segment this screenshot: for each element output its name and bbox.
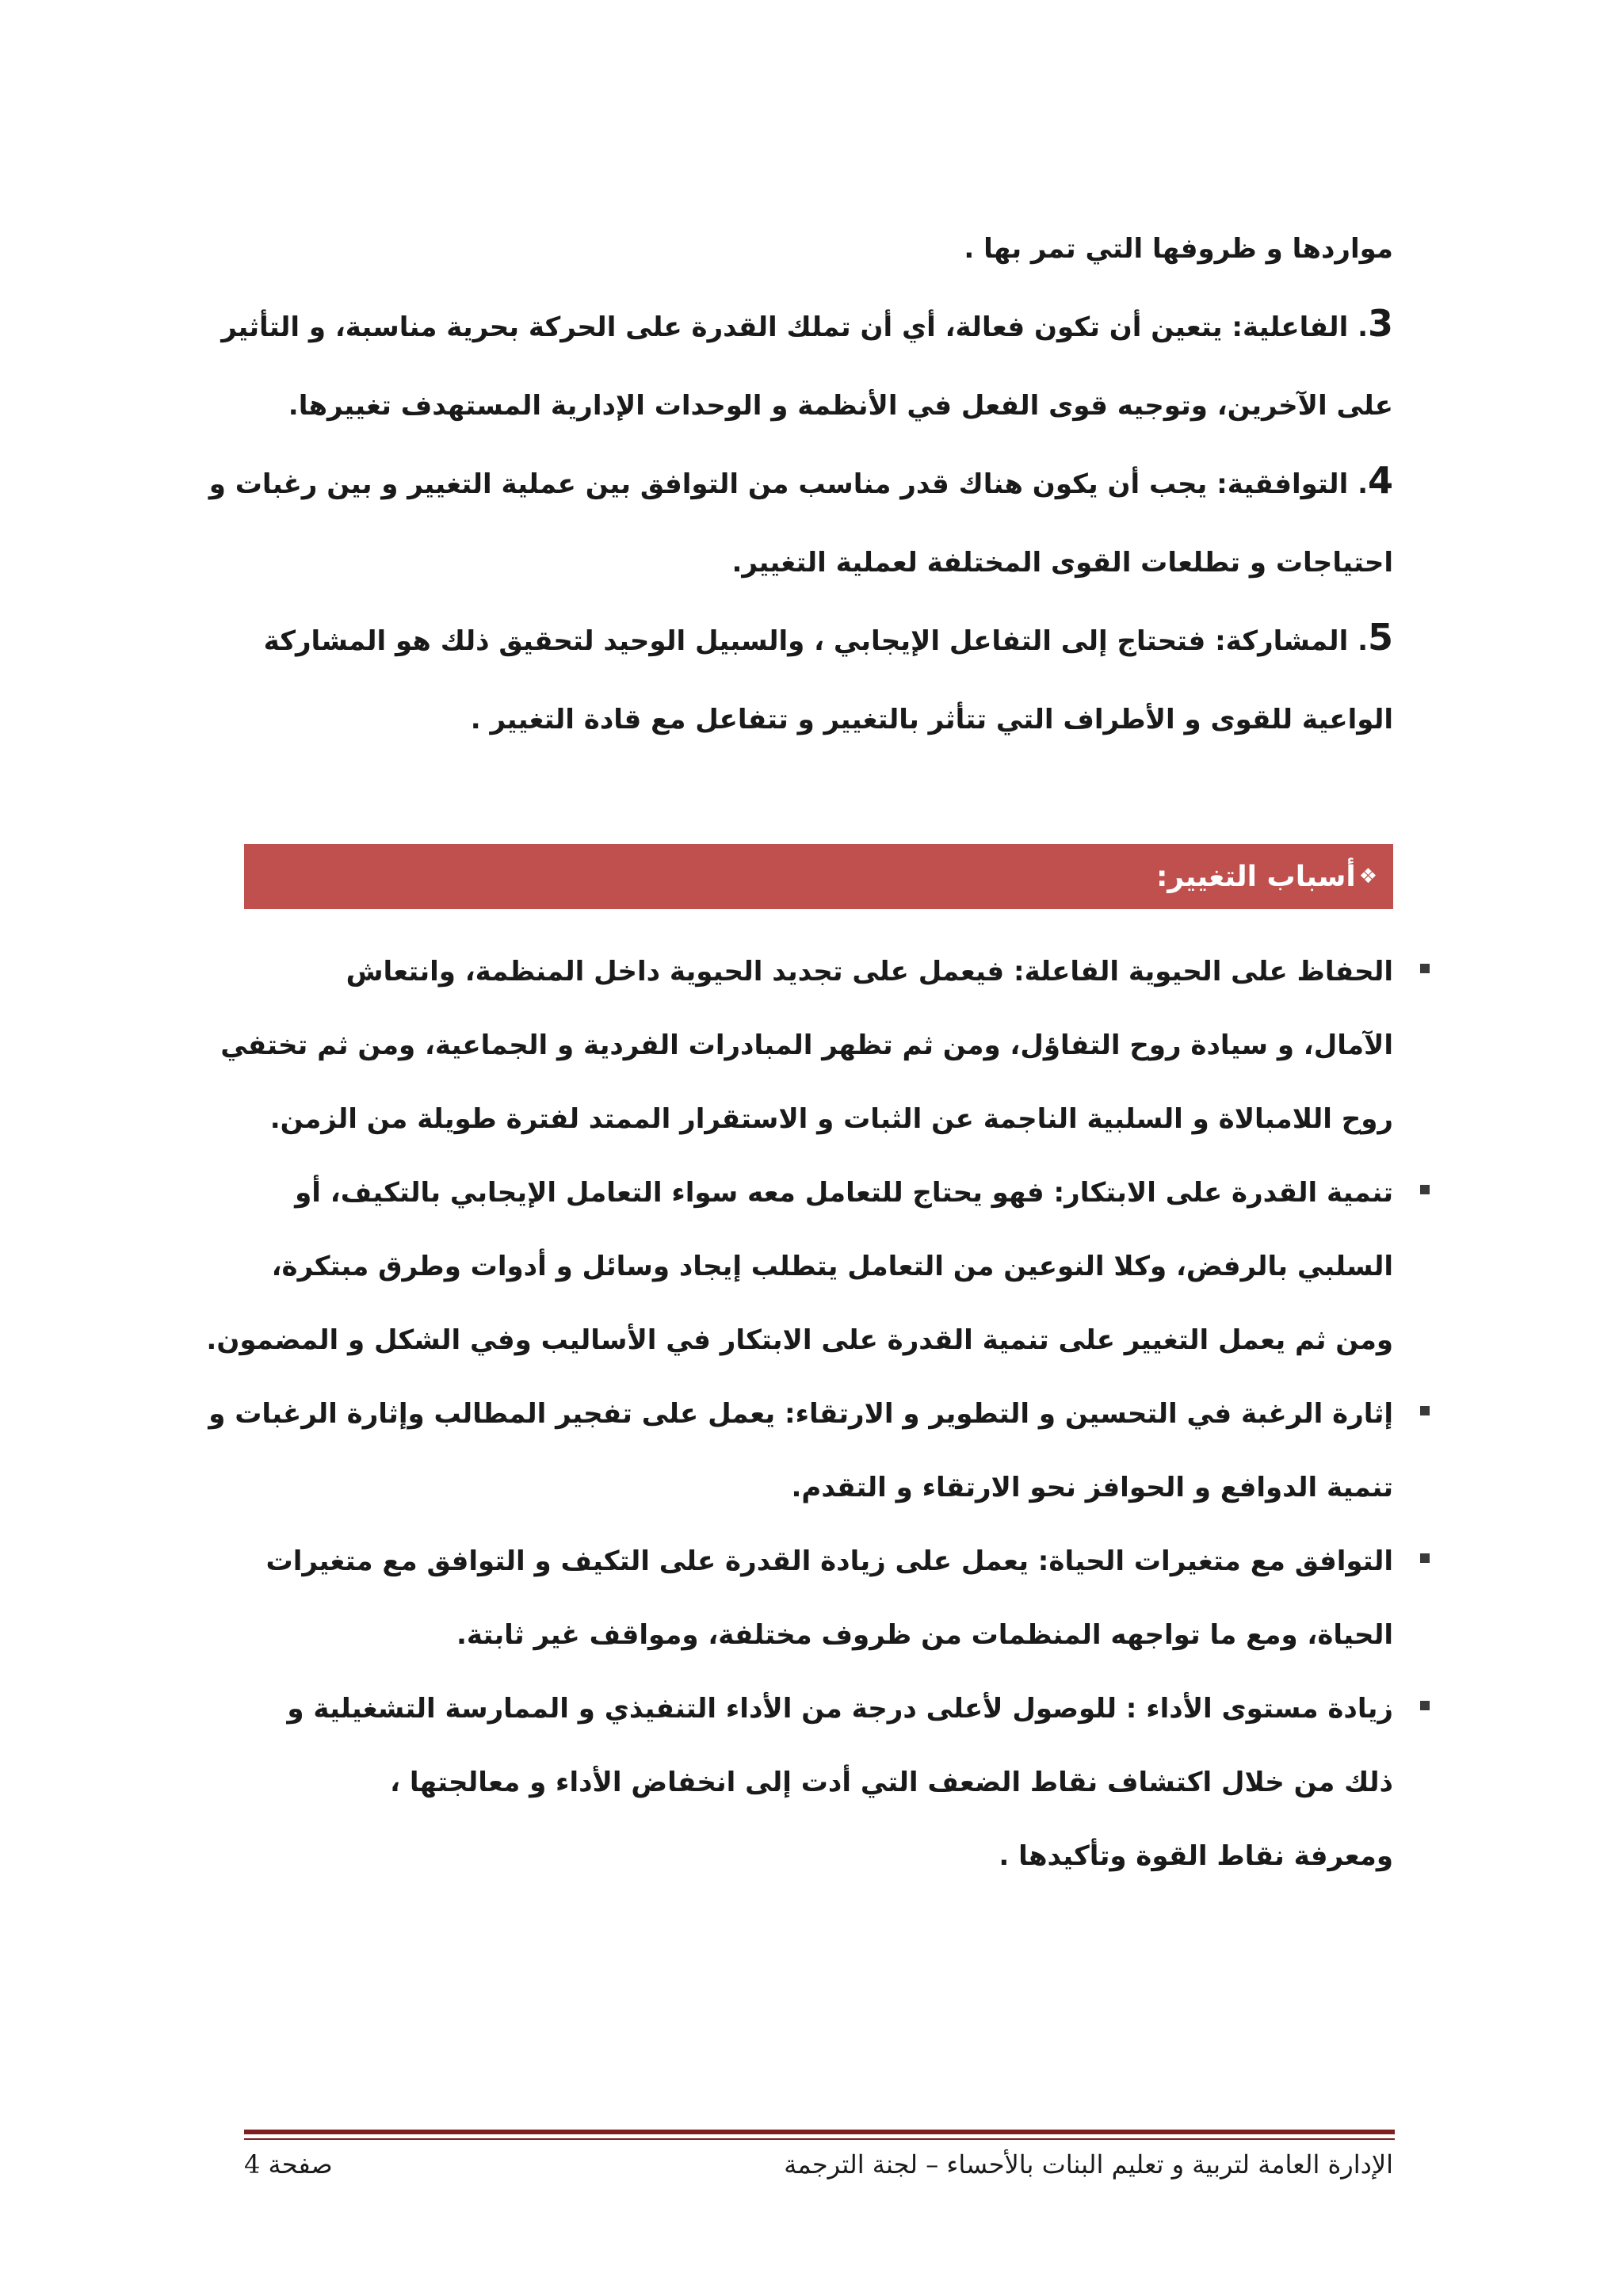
list-item [208,1377,1393,1525]
list-item [236,1525,1393,1672]
section-title: أسباب التغيير: [1155,860,1356,893]
text-line [228,521,1393,600]
text-line [208,443,1393,521]
list-item [220,935,1393,1156]
line-text: . المشاركة: فتحتاج إلى التفاعل الإيجابي ، والسبيل الوحيد لتحقيق ذلك هو المشاركة [263,625,1368,657]
line-text: على الآخرين، وتوجيه قوى الفعل في الأنظمة و الوحدات الإدارية المستهدف تغييرها. [288,390,1393,422]
square-bullet-icon [1420,964,1430,973]
list-item-line: ذلك من خلال اكتشاف نقاط الضعف التي أدت إلى انخفاض الأداء و معالجتها ، [390,1767,1393,1798]
square-bullet-icon [1420,1406,1430,1415]
text-line [228,678,1393,757]
bullet-list [206,935,1393,1893]
diamond-bullet-icon: ❖ [1358,865,1377,888]
page-number: صفحة 4 [244,2149,333,2179]
list-item [236,1672,1393,1893]
list-item-line: تنمية القدرة على الابتكار: فهو يحتاج للتعامل معه سواء التعامل الإيجابي بالتكيف، أو [295,1177,1393,1209]
text-line [228,365,1393,443]
line-text: . الفاعلية: يتعين أن تكون فعالة، أي أن تملك القدرة على الحركة بحرية مناسبة، و التأثير [221,311,1368,343]
text-line [228,208,1393,286]
text-line [228,600,1393,678]
line-text: . التوافقية: يجب أن يكون هناك قدر مناسب من التوافق بين عملية التغيير و بين رغبات و [208,468,1368,500]
item-number: 4 [1367,459,1393,502]
numbered-list-continued [208,208,1393,757]
list-item-line: الآمال، و سيادة روح التفاؤل، ومن ثم تظهر المبادرات الفردية و الجماعية، ومن ثم تختفي [220,1030,1393,1061]
list-item-line: الحفاظ على الحيوية الفاعلة: فيعمل على تجديد الحيوية داخل المنظمة، وانتعاش [346,956,1393,988]
square-bullet-icon [1420,1701,1430,1710]
line-text: الواعية للقوى و الأطراف التي تتأثر بالتغيير و تتفاعل مع قادة التغيير . [470,704,1393,735]
list-item-line: تنمية الدوافع و الحوافز نحو الارتقاء و التقدم. [791,1472,1393,1503]
section-header-bar [244,844,1393,909]
list-item-line: السلبي بالرفض، وكلا النوعين من التعامل يتطلب إيجاد وسائل و أدوات وطرق مبتكرة، [271,1251,1393,1282]
footer-text: الإدارة العامة لتربية و تعليم البنات بالأحساء – لجنة الترجمة [784,2149,1393,2179]
list-item-line: إثارة الرغبة في التحسين و التطوير و الارتقاء: يعمل على تفجير المطالب وإثارة الرغبات و [208,1398,1393,1430]
square-bullet-icon [1420,1553,1430,1563]
item-number: 5 [1367,616,1393,659]
footer-divider-thin [244,2138,1395,2140]
list-item-line: ومن ثم يعمل التغيير على تنمية القدرة على الابتكار في الأساليب وفي الشكل و المضمون. [206,1324,1393,1356]
list-item-line: الحياة، ومع ما تواجهه المنظمات من ظروف مختلفة، ومواقف غير ثابتة. [456,1619,1393,1651]
list-item [206,1156,1393,1377]
line-text: احتياجات و تطلعات القوى المختلفة لعملية التغيير. [731,547,1393,579]
list-item-line: روح اللامبالاة و السلبية الناجمة عن الثبات و الاستقرار الممتد لفترة طويلة من الزمن. [269,1103,1393,1135]
line-text: مواردها و ظروفها التي تمر بها . [964,233,1393,265]
item-number: 3 [1367,302,1393,345]
square-bullet-icon [1420,1185,1430,1194]
footer-divider [244,2130,1395,2134]
list-item-line: التوافق مع متغيرات الحياة: يعمل على زيادة القدرة على التكيف و التوافق مع متغيرات [265,1545,1393,1577]
list-item-line: ومعرفة نقاط القوة وتأكيدها . [999,1840,1393,1872]
list-item-line: زيادة مستوى الأداء : للوصول لأعلى درجة من الأداء التنفيذي و الممارسة التشغيلية و [287,1693,1393,1725]
text-line [221,286,1393,365]
